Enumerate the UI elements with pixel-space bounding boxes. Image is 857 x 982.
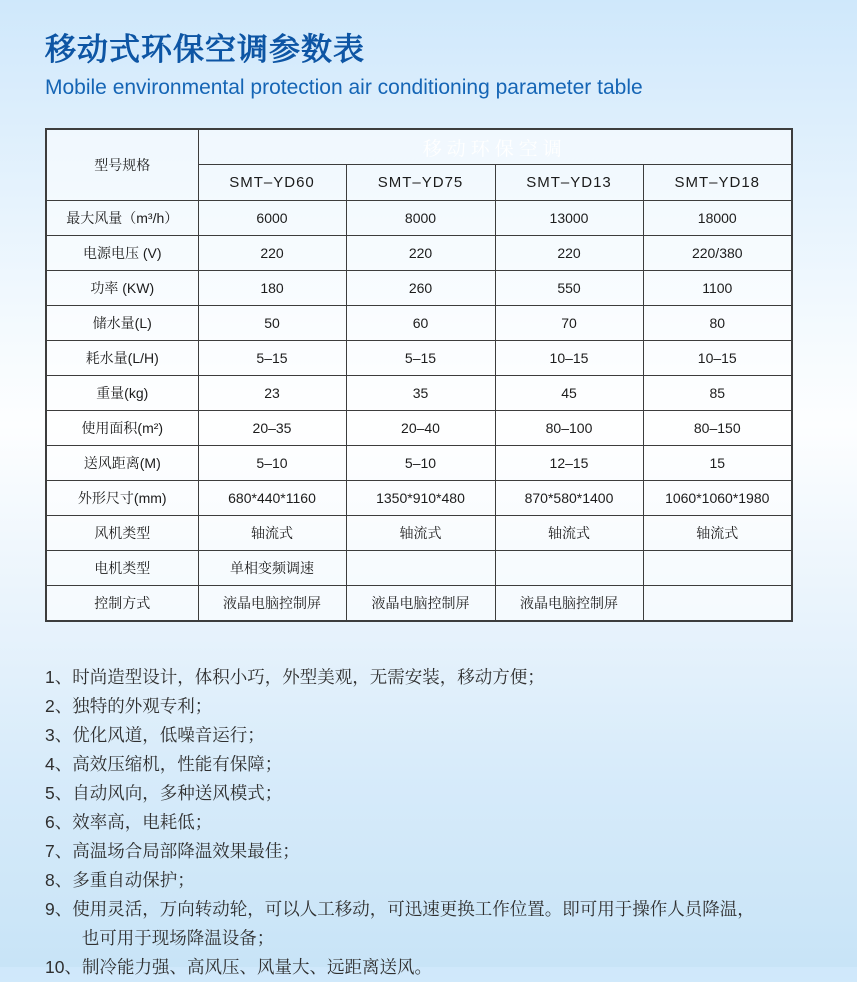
model-header-cell: SMT–YD18 bbox=[643, 165, 792, 201]
cell-value: 1060*1060*1980 bbox=[643, 481, 792, 516]
table-row-air-supply-distance bbox=[46, 446, 792, 481]
row-label: 重量(kg) bbox=[46, 376, 198, 411]
cell-value: 液晶电脑控制屏 bbox=[198, 586, 346, 622]
cell-value: 23 bbox=[198, 376, 346, 411]
feature-item: 6、效率高，电耗低； bbox=[45, 812, 213, 832]
cell-value: 12–15 bbox=[495, 446, 643, 481]
cell-value: 20–35 bbox=[198, 411, 346, 446]
cell-value: 85 bbox=[643, 376, 792, 411]
cell-value: 6000 bbox=[198, 201, 346, 236]
cell-value: 60 bbox=[346, 306, 495, 341]
cell-value: 70 bbox=[495, 306, 643, 341]
cell-value: 870*580*1400 bbox=[495, 481, 643, 516]
model-header-cell: SMT–YD75 bbox=[346, 165, 495, 201]
cell-value: 10–15 bbox=[495, 341, 643, 376]
feature-item: 1、时尚造型设计，体积小巧，外型美观，无需安装，移动方便； bbox=[45, 667, 545, 687]
table-row-power bbox=[46, 271, 792, 306]
cell-value: 单相变频调速 bbox=[198, 551, 346, 586]
model-header-cell: SMT–YD13 bbox=[495, 165, 643, 201]
cell-value: 220 bbox=[346, 236, 495, 271]
row-label: 风机类型 bbox=[46, 516, 198, 551]
feature-item: 3、优化风道，低噪音运行； bbox=[45, 725, 265, 745]
diagonal-slash-cell bbox=[495, 551, 643, 586]
page-subtitle: Mobile environmental protection air conditioning parameter table bbox=[45, 76, 643, 99]
cell-value: 轴流式 bbox=[495, 516, 643, 551]
table-row-weight bbox=[46, 376, 792, 411]
cell-value: 20–40 bbox=[346, 411, 495, 446]
row-label: 电机类型 bbox=[46, 551, 198, 586]
cell-value: 80–150 bbox=[643, 411, 792, 446]
page-content bbox=[0, 24, 857, 982]
feature-item: 10、制冷能力强、高风压、风量大、远距离送风。 bbox=[45, 957, 432, 977]
feature-item: 5、自动风向，多种送风模式； bbox=[45, 783, 283, 803]
cell-value: 液晶电脑控制屏 bbox=[346, 586, 495, 622]
cell-value: 5–10 bbox=[198, 446, 346, 481]
table-row-water-consumption bbox=[46, 341, 792, 376]
cell-value: 13000 bbox=[495, 201, 643, 236]
row-label: 控制方式 bbox=[46, 586, 198, 622]
parameter-table bbox=[45, 128, 793, 622]
cell-value: 液晶电脑控制屏 bbox=[495, 586, 643, 622]
cell-value: 1100 bbox=[643, 271, 792, 306]
table-row-voltage bbox=[46, 236, 792, 271]
cell-value: 10–15 bbox=[643, 341, 792, 376]
cell-value: 18000 bbox=[643, 201, 792, 236]
cell-value: 35 bbox=[346, 376, 495, 411]
feature-item: 8、多重自动保护； bbox=[45, 870, 195, 890]
feature-item: 9、使用灵活，万向转动轮，可以人工移动，可迅速更换工作位置。即可用于操作人员降温，也可用于现场降温设备； bbox=[45, 899, 755, 948]
diagonal-slash-cell bbox=[643, 551, 792, 586]
table-row-water-capacity bbox=[46, 306, 792, 341]
diagonal-slash-cell bbox=[643, 586, 792, 622]
row-label: 耗水量(L/H) bbox=[46, 341, 198, 376]
feature-list bbox=[45, 663, 761, 982]
feature-item: 4、高效压缩机，性能有保障； bbox=[45, 754, 283, 774]
cell-value: 15 bbox=[643, 446, 792, 481]
cell-value: 220 bbox=[198, 236, 346, 271]
model-header-cell: SMT–YD60 bbox=[198, 165, 346, 201]
row-label: 外形尺寸(mm) bbox=[46, 481, 198, 516]
cell-value: 260 bbox=[346, 271, 495, 306]
cell-value: 80 bbox=[643, 306, 792, 341]
cell-value: 5–15 bbox=[198, 341, 346, 376]
diagonal-slash-cell bbox=[346, 551, 495, 586]
cell-value: 220/380 bbox=[643, 236, 792, 271]
row-label: 电源电压 (V) bbox=[46, 236, 198, 271]
cell-value: 220 bbox=[495, 236, 643, 271]
cell-value: 45 bbox=[495, 376, 643, 411]
row-label: 送风距离(M) bbox=[46, 446, 198, 481]
table-row-max-airflow bbox=[46, 201, 792, 236]
cell-value: 1350*910*480 bbox=[346, 481, 495, 516]
row-label: 功率 (KW) bbox=[46, 271, 198, 306]
feature-item: 7、高温场合局部降温效果最佳； bbox=[45, 841, 300, 861]
table-row-coverage-area bbox=[46, 411, 792, 446]
table-row-motor-type bbox=[46, 551, 792, 586]
cell-value: 680*440*1160 bbox=[198, 481, 346, 516]
table-row-dimensions bbox=[46, 481, 792, 516]
table-header-row-group bbox=[46, 129, 792, 165]
table-row-fan-type bbox=[46, 516, 792, 551]
table-row-control-mode bbox=[46, 586, 792, 622]
corner-label-cell: 型号规格 bbox=[46, 129, 198, 201]
cell-value: 轴流式 bbox=[643, 516, 792, 551]
cell-value: 5–15 bbox=[346, 341, 495, 376]
cell-value: 轴流式 bbox=[346, 516, 495, 551]
row-label: 使用面积(m²) bbox=[46, 411, 198, 446]
feature-item: 2、独特的外观专利； bbox=[45, 696, 213, 716]
row-label: 储水量(L) bbox=[46, 306, 198, 341]
row-label: 最大风量（m³/h） bbox=[46, 201, 198, 236]
cell-value: 550 bbox=[495, 271, 643, 306]
cell-value: 5–10 bbox=[346, 446, 495, 481]
page-title: 移动式环保空调参数表 bbox=[45, 32, 365, 67]
cell-value: 8000 bbox=[346, 201, 495, 236]
cell-value: 80–100 bbox=[495, 411, 643, 446]
cell-value: 50 bbox=[198, 306, 346, 341]
group-header-cell: 移动环保空调 bbox=[198, 129, 792, 165]
cell-value: 轴流式 bbox=[198, 516, 346, 551]
cell-value: 180 bbox=[198, 271, 346, 306]
